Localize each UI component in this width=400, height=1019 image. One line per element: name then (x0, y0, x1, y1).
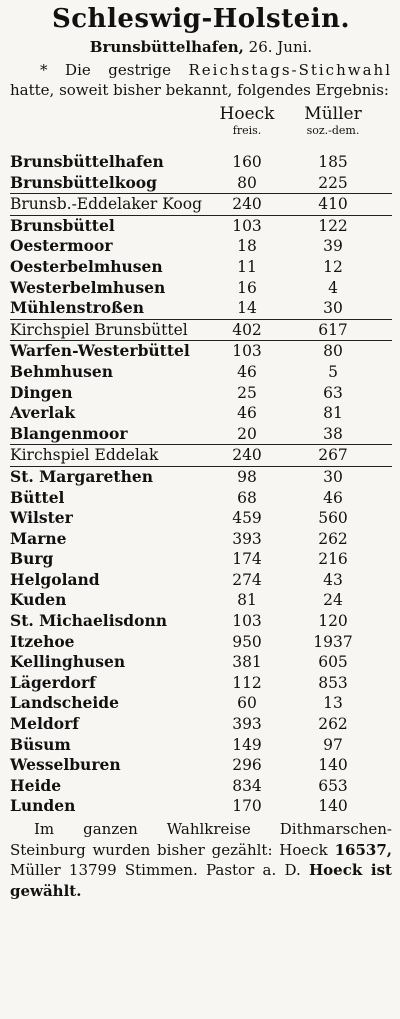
mueller-votes: 410 (318, 195, 348, 214)
mueller-votes: 81 (323, 404, 343, 423)
mueller-votes: 267 (318, 446, 348, 465)
hoeck-votes: 274 (232, 570, 262, 589)
subtotal-row (10, 319, 392, 342)
hoeck-votes: 296 (232, 756, 262, 775)
hoeck-votes: 174 (232, 550, 262, 569)
place-name: Büttel (10, 487, 65, 507)
table-row (10, 236, 392, 257)
table-row (10, 776, 392, 797)
place-name: Brunsb.-Eddelaker Koog (10, 195, 202, 214)
place-name: Kirchspiel Eddelak (10, 446, 159, 465)
hoeck-votes: 402 (232, 320, 262, 339)
place-name: Brunsbüttelkoog (10, 172, 157, 192)
place-name: Landscheide (10, 693, 119, 713)
table-row (10, 488, 392, 509)
table-row (10, 796, 392, 817)
candidate-hoeck (207, 104, 287, 138)
mueller-votes: 30 (323, 299, 343, 318)
place-name: Averlak (10, 403, 76, 423)
hoeck-votes: 160 (232, 153, 262, 171)
dateline-date: 26. Juni. (248, 38, 313, 56)
place-name: Kirchspiel Brunsbüttel (10, 320, 188, 339)
table-row (10, 735, 392, 756)
hoeck-votes: 80 (237, 173, 257, 192)
place-name: St. Margarethen (10, 466, 153, 486)
table-row (10, 362, 392, 383)
results-table (10, 152, 392, 817)
table-row (10, 152, 392, 173)
mueller-votes: 38 (323, 424, 343, 443)
hoeck-votes: 393 (232, 715, 262, 734)
table-row (10, 673, 392, 694)
candidate-mueller (293, 104, 373, 138)
mueller-votes: 185 (318, 153, 348, 171)
hoeck-votes: 103 (232, 612, 262, 631)
place-name: Oesterbelmhusen (10, 256, 163, 276)
place-name: Burg (10, 549, 54, 569)
place-name: Westerbelmhusen (10, 277, 166, 297)
hoeck-votes: 11 (237, 257, 257, 276)
hoeck-votes: 46 (237, 362, 257, 381)
hoeck-votes: 103 (232, 342, 262, 361)
hoeck-votes: 46 (237, 404, 257, 423)
place-name: Wilster (10, 508, 73, 528)
mueller-votes: 63 (323, 383, 343, 402)
hoeck-votes: 240 (232, 195, 262, 214)
candidate-name: Müller (304, 104, 362, 124)
hoeck-votes: 20 (237, 424, 257, 443)
hoeck-votes: 149 (232, 735, 262, 754)
table-row (10, 341, 392, 362)
hoeck-votes: 16 (237, 278, 257, 297)
hoeck-votes: 240 (232, 446, 262, 465)
table-row (10, 611, 392, 632)
hoeck-votes: 18 (237, 237, 257, 256)
mueller-votes: 140 (318, 797, 348, 816)
place-name: Dingen (10, 382, 73, 402)
place-name: Heide (10, 775, 62, 795)
table-row (10, 216, 392, 237)
place-name: Blangenmoor (10, 423, 128, 443)
hoeck-votes: 170 (232, 797, 262, 816)
mueller-votes: 12 (323, 257, 343, 276)
candidate-name: Hoeck (219, 104, 275, 124)
hoeck-votes: 68 (237, 488, 257, 507)
hoeck-votes: 103 (232, 216, 262, 235)
mueller-votes: 225 (318, 173, 348, 192)
summary-part-a: Im ganzen Wahlkreise Dithmarschen-Steinburg wurden bisher gezählt: Hoeck (10, 820, 392, 859)
hoeck-votes: 98 (237, 467, 257, 486)
table-row (10, 714, 392, 735)
mueller-votes: 97 (323, 735, 343, 754)
mueller-votes: 46 (323, 488, 343, 507)
place-name: Lunden (10, 796, 76, 816)
mueller-votes: 24 (323, 591, 343, 610)
mueller-votes: 39 (323, 237, 343, 256)
hoeck-votes: 112 (232, 673, 262, 692)
candidate-party: soz.-dem. (306, 124, 360, 137)
subtotal-row (10, 444, 392, 467)
table-row (10, 257, 392, 278)
intro-spaced: Reichstags-Stichwahl (188, 61, 392, 79)
intro-paragraph (10, 60, 392, 100)
hoeck-votes: 25 (237, 383, 257, 402)
intro-rest: hatte, soweit bisher bekannt, folgendes Ergebnis: (10, 81, 389, 99)
table-row (10, 403, 392, 424)
place-name: Wesselburen (10, 755, 121, 775)
hoeck-votes: 381 (232, 653, 262, 672)
place-name: Lägerdorf (10, 672, 96, 692)
table-row (10, 173, 392, 194)
mueller-votes: 122 (318, 216, 348, 235)
mueller-votes: 4 (328, 278, 338, 297)
hoeck-votes: 459 (232, 509, 262, 528)
place-name: Mühlenstroßen (10, 298, 145, 318)
mueller-votes: 216 (318, 550, 348, 569)
mueller-votes: 853 (318, 673, 348, 692)
table-row (10, 549, 392, 570)
place-name: Brunsbüttelhafen (10, 152, 164, 171)
hoeck-votes: 60 (237, 694, 257, 713)
place-name: Itzehoe (10, 631, 75, 651)
place-name: Behmhusen (10, 361, 114, 381)
table-row (10, 508, 392, 529)
mueller-votes: 5 (328, 362, 338, 381)
mueller-votes: 43 (323, 570, 343, 589)
intro-star: * Die gestrige (40, 61, 171, 79)
table-row (10, 590, 392, 611)
place-name: Marne (10, 528, 67, 548)
table-row (10, 632, 392, 653)
summary-part-b: Müller 13799 Stimmen. Pastor a. D. (10, 861, 301, 879)
mueller-votes: 13 (323, 694, 343, 713)
table-row (10, 755, 392, 776)
dateline-place: Brunsbüttelhafen, (89, 38, 244, 56)
subtotal-row (10, 193, 392, 216)
mueller-votes: 262 (318, 529, 348, 548)
place-name: Kuden (10, 590, 67, 610)
place-name: Helgoland (10, 569, 100, 589)
table-row (10, 570, 392, 591)
place-name: Oestermoor (10, 236, 113, 256)
table-row (10, 298, 392, 319)
summary-hoeck-total: 16537, (334, 840, 392, 859)
mueller-votes: 120 (318, 612, 348, 631)
mueller-votes: 653 (318, 776, 348, 795)
dateline (10, 36, 392, 58)
mueller-votes: 30 (323, 467, 343, 486)
mueller-votes: 617 (318, 320, 348, 339)
place-name: St. Michaelisdonn (10, 611, 168, 631)
table-row (10, 693, 392, 714)
place-name: Warfen-Westerbüttel (10, 341, 190, 361)
summary-paragraph (10, 819, 392, 901)
table-row (10, 278, 392, 299)
mueller-votes: 605 (318, 653, 348, 672)
table-row (10, 424, 392, 445)
hoeck-votes: 14 (237, 299, 257, 318)
table-row (10, 383, 392, 404)
place-name: Büsum (10, 734, 71, 754)
hoeck-votes: 834 (232, 776, 262, 795)
place-name: Kellinghusen (10, 652, 126, 672)
mueller-votes: 262 (318, 715, 348, 734)
article-title: Schleswig-Holstein. (51, 4, 351, 34)
table-row (10, 467, 392, 488)
mueller-votes: 560 (318, 509, 348, 528)
mueller-votes: 1937 (313, 632, 353, 651)
hoeck-votes: 950 (232, 632, 262, 651)
summary-elected: Hoeck ist gewählt. (10, 861, 392, 900)
table-row (10, 652, 392, 673)
candidate-party: freis. (232, 124, 262, 137)
hoeck-votes: 393 (232, 529, 262, 548)
mueller-votes: 80 (323, 342, 343, 361)
table-row (10, 529, 392, 550)
place-name: Brunsbüttel (10, 215, 115, 235)
mueller-votes: 140 (318, 756, 348, 775)
place-name: Meldorf (10, 714, 79, 734)
table-header (10, 104, 392, 152)
hoeck-votes: 81 (237, 591, 257, 610)
